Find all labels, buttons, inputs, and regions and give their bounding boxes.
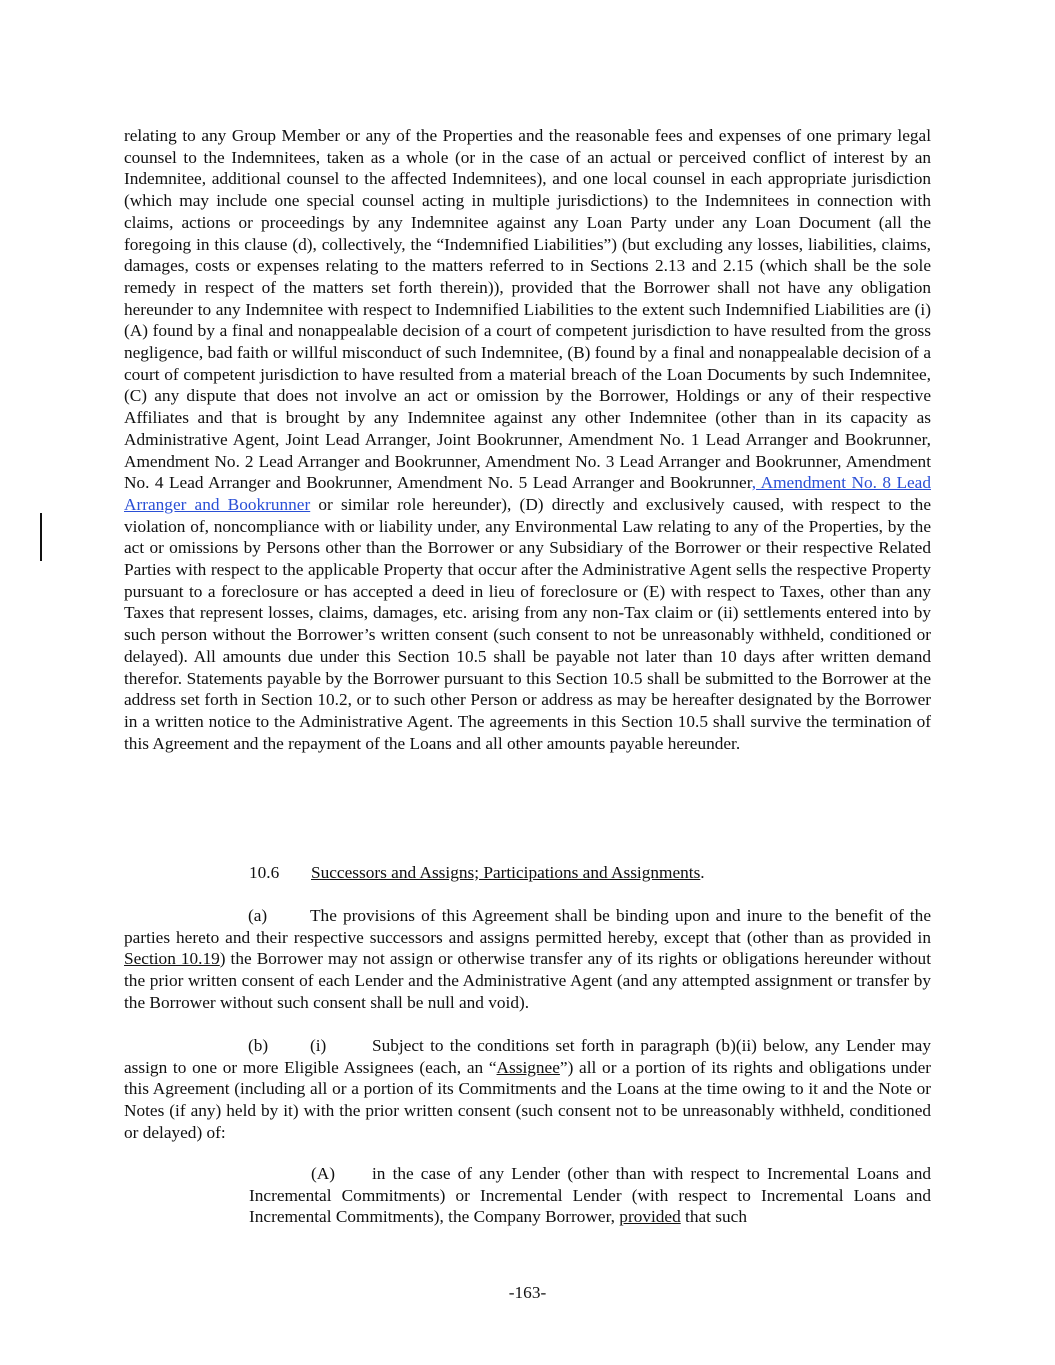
paragraph-indemnified-liabilities: [124, 125, 931, 754]
paragraph-text: in the case of any Lender (other than with respect to Incremental Loans and Incremental Commitments) or Incremental Lender (with respect to Incremental Loans and Incremental Commitments), the Company Borrower,: [249, 1164, 931, 1227]
section-title: Successors and Assigns; Participations and Assignments: [311, 863, 701, 882]
paragraph-sublabel: (i): [310, 1036, 327, 1055]
paragraph-a: [124, 905, 931, 1014]
inserted-revision-text: , Amendment No. 8 Lead Arranger and Bookrunner: [124, 473, 931, 514]
defined-term: provided: [619, 1207, 681, 1227]
paragraph-text: relating to any Group Member or any of the Properties and the reasonable fees and expenses of one primary legal counsel to the Indemnitees, taken as a whole (or in the case of an actual or perceived conflict of interest by an Indemnitee, additional counsel to the affected Indemnitees), and one local counsel in each appropriate jurisdiction (which may include one special counsel acting in multiple jurisdictions) to the Indemnitees in connection with claims, actions or proceedings by any Indemnitee against any Loan Party under any Loan Document (all the foregoing in this clause (d), collectively, the “Indemnified Liabilities”) (but excluding any losses, liabilities, claims, damages, costs or expenses relating to the matters referred to in Sections 2.13 and 2.15 (which shall be the sole remedy in respect of the matters set forth therein)), provided that the Borrower shall not have any obligation hereunder to any Indemnitee with respect to Indemnified Liabilities to the extent such Indemnified Liabilities are (i) (A) found by a final and nonappealable decision of a court of competent jurisdiction to have resulted from the gross negligence, bad faith or willful misconduct of such Indemnitee, (B) found by a final and nonappealable decision of a court of competent jurisdiction to have resulted from a material breach of the Loan Documents by such Indemnitee, (C) any dispute that does not involve an act or omission by the Borrower, Holdings or any of their respective Affiliates and that is brought by any Indemnitee against any other Indemnitee (other than in its capacity as Administrative Agent, Joint Lead Arranger, Joint Bookrunner, Amendment No. 1 Lead Arranger and Bookrunner, Amendment No. 2 Lead Arranger and Bookrunner, Amendment No. 3 Lead Arranger and Bookrunner, Amendment No. 4 Lead Arranger and Bookrunner, Amendment No. 5 Lead Arranger and Bookrunner: [124, 126, 931, 493]
section-number: 10.6: [249, 863, 280, 882]
revision-change-bar: [40, 513, 42, 561]
page-number: -163-: [508, 1283, 547, 1302]
paragraph-b: [124, 1035, 931, 1144]
paragraph-label: (A): [311, 1164, 335, 1183]
section-heading: [249, 862, 931, 884]
paragraph-text: that such: [680, 1207, 747, 1227]
paragraph-text: The provisions of this Agreement shall be binding upon and inure to the benefit of the parties hereto and their respective successors and assigns permitted hereby, except that (other than as provided in: [124, 906, 931, 947]
defined-term: Assignee: [496, 1057, 560, 1077]
paragraph-text: ) the Borrower may not assign or otherwise transfer any of its rights or obligations hereunder without the prior written consent of each Lender and the Administrative Agent (and any attempted assignment or transfer by the Borrower without such consent shall be null and void).: [124, 949, 931, 1012]
section-reference: Section 10.19: [124, 949, 220, 969]
paragraph-text: ”) all or a portion of its rights and obligations under this Agreement (including all or a portion of its Commitments and the Loans at the time owing to it and the Note or Notes (if any) held by it) with the prior written consent (such consent not to be unreasonably withheld, conditioned or delayed) of:: [124, 1057, 931, 1142]
paragraph-text: Subject to the conditions set forth in paragraph (b)(ii) below, any Lender may assign to one or more Eligible Assignees (each, an “: [124, 1036, 931, 1077]
paragraph-label: (b): [248, 1036, 269, 1055]
paragraph-label: (a): [248, 906, 268, 925]
paragraph-text: or similar role hereunder), (D) directly and exclusively caused, with respect to the violation of, noncompliance with or liability under, any Environmental Law relating to any of the Properties, by the act or omissions by Persons other than the Borrower or any Subsidiary of the Borrower or their respective Related Parties with respect to the applicable Property that occur after the Administrative Agent sells the respective Property pursuant to a foreclosure or has accepted a deed in lieu of foreclosure or (E) with respect to Taxes, other than any Taxes that represent losses, claims, damages, etc. arising from any non-Tax claim or (ii) settlements entered into by such person without the Borrower’s written consent (such consent to not be unreasonably withheld, conditioned or delayed). All amounts due under this Section 10.5 shall be payable not later than 10 days after written demand therefor. Statements payable by the Borrower pursuant to this Section 10.5 shall be submitted to the Borrower at the address set forth in Section 10.2, or to such other Person or address as may be hereafter designated by the Borrower in a written notice to the Administrative Agent. The agreements in this Section 10.5 shall survive the termination of this Agreement and the repayment of the Loans and all other amounts payable hereunder.: [124, 494, 931, 753]
section-title-period: .: [700, 863, 705, 882]
paragraph-A: [249, 1163, 931, 1228]
